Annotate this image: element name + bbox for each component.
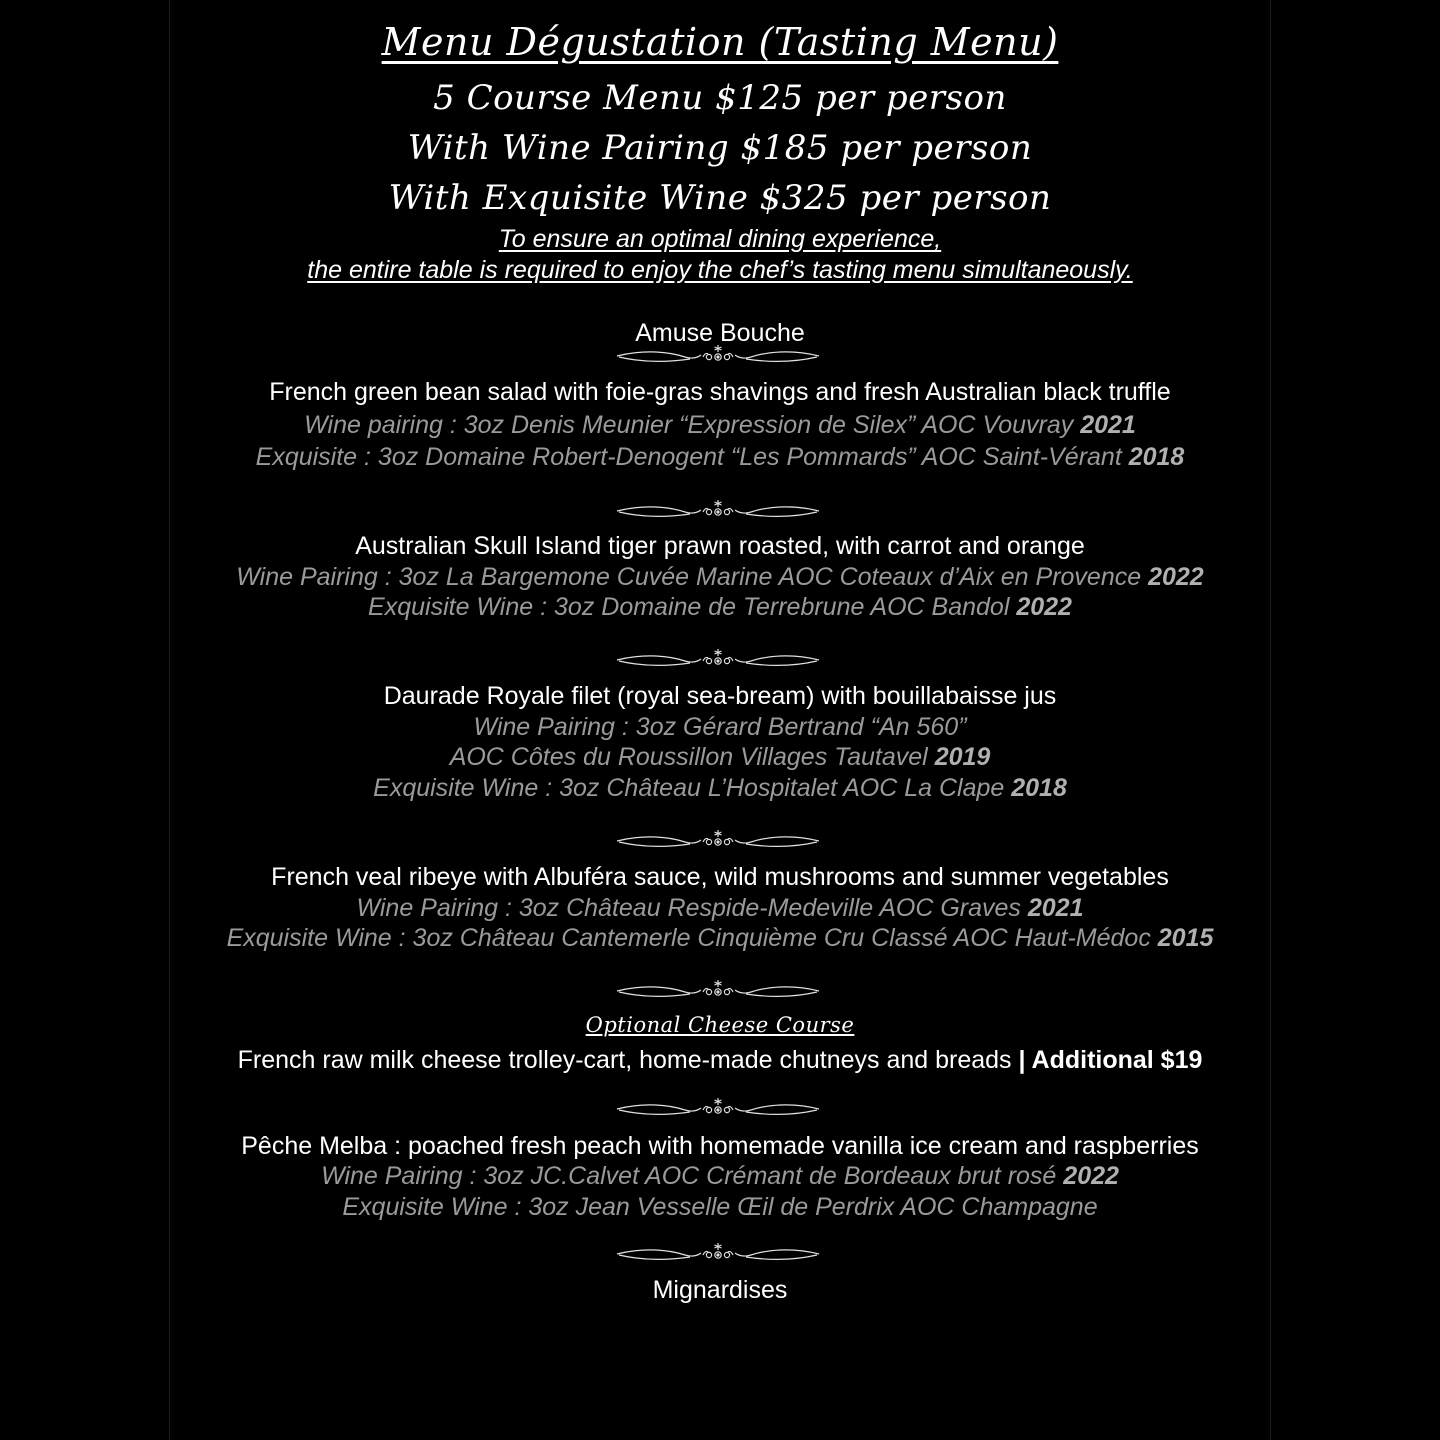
flourish-divider-icon xyxy=(615,1096,821,1120)
mignardises-heading: Mignardises xyxy=(652,1276,788,1304)
menu-title: Menu Dégustation (Tasting Menu) xyxy=(381,20,1059,64)
course-5-exquisite: Exquisite Wine : 3oz Jean Vesselle Œil de Perdrix AOC Champagne xyxy=(342,1193,1098,1221)
course-1-pairing: Wine pairing : 3oz Denis Meunier “Expression de Silex” AOC Vouvray 2021 xyxy=(304,411,1136,439)
course-1-dish: French green bean salad with foie-gras shavings and fresh Australian black truffle xyxy=(269,378,1171,406)
flourish-divider-icon xyxy=(615,498,821,522)
cheese-course-heading: Optional Cheese Course xyxy=(585,1013,855,1037)
price-line-2: With Wine Pairing $185 per person xyxy=(407,128,1033,168)
flourish-divider-icon xyxy=(615,828,821,852)
notice-line-1: To ensure an optimal dining experience, xyxy=(498,225,942,253)
course-3-dish: Daurade Royale filet (royal sea-bream) with bouillabaisse jus xyxy=(383,682,1057,710)
course-5-pairing: Wine Pairing : 3oz JC.Calvet AOC Crémant de Bordeaux brut rosé 2022 xyxy=(321,1162,1119,1190)
course-4-pairing: Wine Pairing : 3oz Château Respide-Medeville AOC Graves 2021 xyxy=(356,894,1084,922)
course-3-pairing: Wine Pairing : 3oz Gérard Bertrand “An 560” xyxy=(473,713,967,741)
course-2-pairing: Wine Pairing : 3oz La Bargemone Cuvée Marine AOC Coteaux d’Aix en Provence 2022 xyxy=(236,563,1204,591)
course-3-exquisite: Exquisite Wine : 3oz Château L’Hospitalet AOC La Clape 2018 xyxy=(373,774,1067,802)
cheese-course-dish: French raw milk cheese trolley-cart, home-made chutneys and breads | Additional $19 xyxy=(237,1046,1203,1074)
amuse-bouche-heading: Amuse Bouche xyxy=(635,319,805,347)
flourish-divider-icon xyxy=(615,1241,821,1265)
price-line-3: With Exquisite Wine $325 per person xyxy=(388,178,1052,218)
course-2-exquisite: Exquisite Wine : 3oz Domaine de Terrebrune AOC Bandol 2022 xyxy=(368,593,1072,621)
course-1-exquisite: Exquisite : 3oz Domaine Robert-Denogent “Les Pommards” AOC Saint-Vérant 2018 xyxy=(255,443,1185,471)
notice-line-2: the entire table is required to enjoy the chef’s tasting menu simultaneously. xyxy=(307,256,1133,284)
course-4-dish: French veal ribeye with Albuféra sauce, wild mushrooms and summer vegetables xyxy=(271,863,1169,891)
course-2-dish: Australian Skull Island tiger prawn roasted, with carrot and orange xyxy=(355,532,1085,560)
course-4-exquisite: Exquisite Wine : 3oz Château Cantemerle Cinquième Cru Classé AOC Haut-Médoc 2015 xyxy=(226,924,1214,952)
flourish-divider-icon xyxy=(615,343,821,367)
course-3-pairing-2: AOC Côtes du Roussillon Villages Tautavel 2019 xyxy=(449,743,991,771)
price-line-1: 5 Course Menu $125 per person xyxy=(433,78,1007,118)
flourish-divider-icon xyxy=(615,978,821,1002)
flourish-divider-icon xyxy=(615,647,821,671)
course-5-dish: Pêche Melba : poached fresh peach with homemade vanilla ice cream and raspberries xyxy=(241,1132,1199,1160)
